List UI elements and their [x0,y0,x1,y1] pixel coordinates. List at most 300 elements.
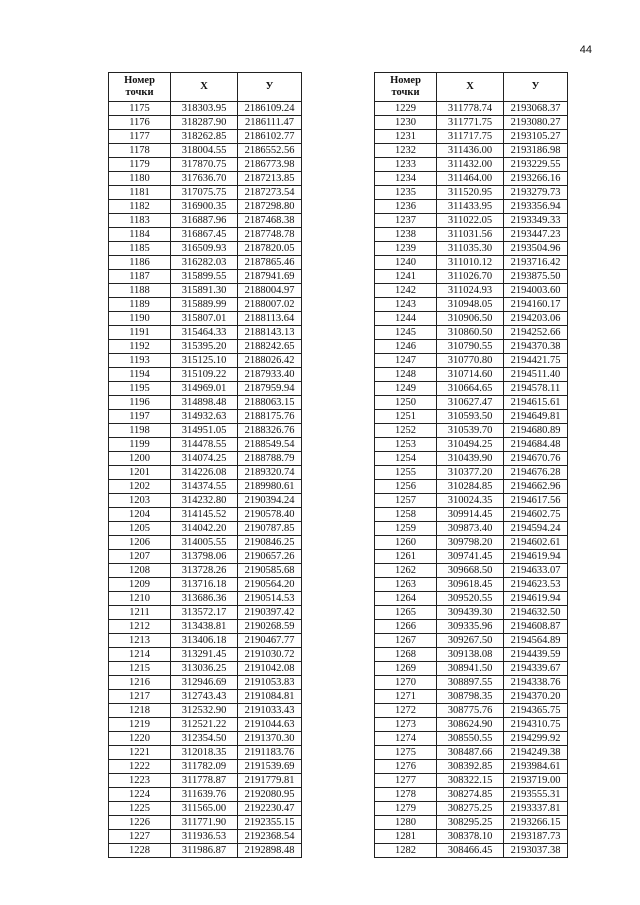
cell-x: 311024.93 [437,284,504,298]
cell-point-number: 1258 [375,508,437,522]
header-y: У [238,73,302,102]
cell-point-number: 1227 [109,830,171,844]
table-row [109,116,302,130]
cell-x: 311565.00 [171,802,238,816]
cell-point-number: 1216 [109,676,171,690]
table-row [375,704,568,718]
cell-y: 2190578.40 [238,508,302,522]
cell-y: 2187933.40 [238,368,302,382]
cell-x: 310439.90 [437,452,504,466]
table-row [109,256,302,270]
cell-x: 311436.00 [437,144,504,158]
cell-point-number: 1272 [375,704,437,718]
header-x: X [171,73,238,102]
table-row [375,242,568,256]
cell-point-number: 1279 [375,802,437,816]
cell-point-number: 1214 [109,648,171,662]
cell-x: 318004.55 [171,144,238,158]
cell-x: 318262.85 [171,130,238,144]
cell-point-number: 1269 [375,662,437,676]
cell-point-number: 1241 [375,270,437,284]
cell-x: 312532.90 [171,704,238,718]
table-row [375,480,568,494]
table-row [375,354,568,368]
cell-point-number: 1280 [375,816,437,830]
cell-point-number: 1188 [109,284,171,298]
cell-x: 314374.55 [171,480,238,494]
cell-y: 2194617.56 [504,494,568,508]
cell-y: 2188007.02 [238,298,302,312]
cell-x: 309798.20 [437,536,504,550]
cell-y: 2194594.24 [504,522,568,536]
cell-x: 311035.30 [437,242,504,256]
table-row [375,410,568,424]
cell-y: 2193349.33 [504,214,568,228]
cell-point-number: 1187 [109,270,171,284]
cell-y: 2193447.23 [504,228,568,242]
cell-y: 2190268.59 [238,620,302,634]
cell-x: 310906.50 [437,312,504,326]
table-row [109,536,302,550]
table-row [375,788,568,802]
table-row [109,326,302,340]
cell-x: 311936.53 [171,830,238,844]
cell-x: 310024.35 [437,494,504,508]
cell-point-number: 1209 [109,578,171,592]
cell-point-number: 1213 [109,634,171,648]
table-row [109,690,302,704]
cell-point-number: 1281 [375,830,437,844]
cell-x: 311520.95 [437,186,504,200]
cell-x: 314898.48 [171,396,238,410]
header-y: У [504,73,568,102]
table-row [375,718,568,732]
table-row [375,732,568,746]
cell-point-number: 1255 [375,466,437,480]
cell-x: 314969.01 [171,382,238,396]
table-row [109,466,302,480]
cell-point-number: 1225 [109,802,171,816]
cell-x: 313406.18 [171,634,238,648]
table-row [375,662,568,676]
cell-y: 2194615.61 [504,396,568,410]
cell-y: 2194003.60 [504,284,568,298]
cell-point-number: 1207 [109,550,171,564]
cell-x: 308941.50 [437,662,504,676]
cell-point-number: 1257 [375,494,437,508]
table-row [375,536,568,550]
table-row [109,130,302,144]
cell-x: 315395.20 [171,340,238,354]
cell-x: 311026.70 [437,270,504,284]
cell-point-number: 1228 [109,844,171,858]
cell-y: 2194619.94 [504,592,568,606]
table-row [109,186,302,200]
table-row [375,228,568,242]
cell-point-number: 1231 [375,130,437,144]
cell-x: 314232.80 [171,494,238,508]
table-row [375,130,568,144]
cell-point-number: 1211 [109,606,171,620]
cell-y: 2187959.94 [238,382,302,396]
cell-x: 311771.90 [171,816,238,830]
cell-point-number: 1176 [109,116,171,130]
table-row [109,354,302,368]
cell-x: 308322.15 [437,774,504,788]
table-row [109,158,302,172]
table-row [109,634,302,648]
cell-y: 2186552.56 [238,144,302,158]
table-row [375,340,568,354]
cell-x: 313438.81 [171,620,238,634]
cell-point-number: 1238 [375,228,437,242]
header-point-line2: точки [125,87,154,98]
table-row [375,606,568,620]
cell-x: 311771.75 [437,116,504,130]
cell-y: 2188788.79 [238,452,302,466]
cell-point-number: 1271 [375,690,437,704]
cell-point-number: 1204 [109,508,171,522]
cell-y: 2190846.25 [238,536,302,550]
cell-x: 310664.65 [437,382,504,396]
table-row [109,396,302,410]
cell-y: 2194310.75 [504,718,568,732]
cell-x: 311639.76 [171,788,238,802]
cell-y: 2194511.40 [504,368,568,382]
cell-point-number: 1253 [375,438,437,452]
table-row [109,452,302,466]
cell-y: 2193266.16 [504,172,568,186]
cell-y: 2191030.72 [238,648,302,662]
cell-y: 2193984.61 [504,760,568,774]
cell-point-number: 1232 [375,144,437,158]
cell-point-number: 1218 [109,704,171,718]
cell-point-number: 1179 [109,158,171,172]
cell-point-number: 1268 [375,648,437,662]
cell-x: 314074.25 [171,452,238,466]
table-row [375,368,568,382]
table-row [375,648,568,662]
cell-point-number: 1183 [109,214,171,228]
cell-y: 2192368.54 [238,830,302,844]
cell-point-number: 1199 [109,438,171,452]
cell-point-number: 1189 [109,298,171,312]
table-row [109,774,302,788]
cell-x: 311010.12 [437,256,504,270]
table-row [109,200,302,214]
cell-y: 2194365.75 [504,704,568,718]
header-x: X [437,73,504,102]
cell-x: 311432.00 [437,158,504,172]
cell-y: 2192080.95 [238,788,302,802]
table-row [109,564,302,578]
table-row [109,144,302,158]
table-row [375,634,568,648]
cell-x: 310539.70 [437,424,504,438]
table-row [109,718,302,732]
cell-y: 2194633.07 [504,564,568,578]
table-row [375,298,568,312]
cell-x: 308897.55 [437,676,504,690]
cell-x: 317075.75 [171,186,238,200]
cell-x: 313686.36 [171,592,238,606]
cell-y: 2188242.65 [238,340,302,354]
cell-y: 2194421.75 [504,354,568,368]
cell-y: 2194670.76 [504,452,568,466]
table-row [109,102,302,116]
cell-x: 313572.17 [171,606,238,620]
cell-point-number: 1277 [375,774,437,788]
cell-x: 315899.55 [171,270,238,284]
table-row [375,578,568,592]
table-row [375,816,568,830]
table-row [109,704,302,718]
cell-x: 313716.18 [171,578,238,592]
cell-point-number: 1196 [109,396,171,410]
cell-y: 2190657.26 [238,550,302,564]
cell-x: 309741.45 [437,550,504,564]
cell-point-number: 1192 [109,340,171,354]
cell-x: 314145.52 [171,508,238,522]
cell-x: 310790.55 [437,340,504,354]
cell-x: 310593.50 [437,410,504,424]
cell-y: 2188326.76 [238,424,302,438]
table-row [375,508,568,522]
table-row [109,508,302,522]
cell-y: 2186111.47 [238,116,302,130]
cell-point-number: 1215 [109,662,171,676]
cell-y: 2192230.47 [238,802,302,816]
cell-point-number: 1182 [109,200,171,214]
cell-point-number: 1276 [375,760,437,774]
cell-point-number: 1202 [109,480,171,494]
cell-point-number: 1261 [375,550,437,564]
cell-x: 315125.10 [171,354,238,368]
table-row [109,788,302,802]
cell-point-number: 1203 [109,494,171,508]
cell-point-number: 1223 [109,774,171,788]
cell-y: 2188175.76 [238,410,302,424]
cell-point-number: 1226 [109,816,171,830]
cell-point-number: 1221 [109,746,171,760]
table-row [375,116,568,130]
cell-x: 308274.85 [437,788,504,802]
cell-point-number: 1244 [375,312,437,326]
table-row [375,676,568,690]
cell-x: 308775.76 [437,704,504,718]
table-row [109,592,302,606]
cell-point-number: 1186 [109,256,171,270]
cell-x: 310284.85 [437,480,504,494]
cell-y: 2194439.59 [504,648,568,662]
table-row [109,340,302,354]
cell-x: 312521.22 [171,718,238,732]
table-row [109,214,302,228]
cell-y: 2188143.13 [238,326,302,340]
cell-point-number: 1240 [375,256,437,270]
table-row [375,144,568,158]
cell-x: 309335.96 [437,620,504,634]
cell-x: 318287.90 [171,116,238,130]
cell-y: 2194578.11 [504,382,568,396]
cell-x: 311986.87 [171,844,238,858]
table-row [375,158,568,172]
table-row [375,270,568,284]
cell-y: 2193337.81 [504,802,568,816]
cell-y: 2194370.38 [504,340,568,354]
cell-x: 315109.22 [171,368,238,382]
cell-x: 310377.20 [437,466,504,480]
cell-point-number: 1239 [375,242,437,256]
cell-x: 308487.66 [437,746,504,760]
cell-y: 2188004.97 [238,284,302,298]
cell-point-number: 1197 [109,410,171,424]
cell-x: 310627.47 [437,396,504,410]
cell-y: 2194649.81 [504,410,568,424]
cell-point-number: 1235 [375,186,437,200]
cell-point-number: 1262 [375,564,437,578]
cell-y: 2193279.73 [504,186,568,200]
cell-y: 2192355.15 [238,816,302,830]
cell-x: 313036.25 [171,662,238,676]
cell-y: 2193229.55 [504,158,568,172]
cell-y: 2194160.17 [504,298,568,312]
table-row [109,242,302,256]
cell-point-number: 1265 [375,606,437,620]
cell-y: 2193719.00 [504,774,568,788]
cell-x: 311717.75 [437,130,504,144]
cell-y: 2194662.96 [504,480,568,494]
table-row [375,550,568,564]
cell-y: 2191042.08 [238,662,302,676]
cell-point-number: 1278 [375,788,437,802]
cell-y: 2187213.85 [238,172,302,186]
table-row [109,494,302,508]
cell-y: 2194684.48 [504,438,568,452]
cell-x: 310860.50 [437,326,504,340]
table-row [375,592,568,606]
table-row [375,284,568,298]
cell-y: 2191370.30 [238,732,302,746]
cell-point-number: 1264 [375,592,437,606]
cell-y: 2193716.42 [504,256,568,270]
table-row [375,326,568,340]
table-row [109,662,302,676]
cell-x: 308392.85 [437,760,504,774]
table-row [375,200,568,214]
cell-y: 2187748.78 [238,228,302,242]
cell-y: 2194608.87 [504,620,568,634]
table-row [109,438,302,452]
cell-y: 2191084.81 [238,690,302,704]
cell-x: 312018.35 [171,746,238,760]
cell-x: 314951.05 [171,424,238,438]
cell-x: 310770.80 [437,354,504,368]
cell-x: 309618.45 [437,578,504,592]
cell-y: 2187941.69 [238,270,302,284]
table-row [375,396,568,410]
cell-y: 2194299.92 [504,732,568,746]
table-header-row [109,73,302,102]
cell-x: 310714.60 [437,368,504,382]
cell-x: 309267.50 [437,634,504,648]
cell-point-number: 1260 [375,536,437,550]
cell-point-number: 1251 [375,410,437,424]
table-row [109,368,302,382]
cell-x: 314042.20 [171,522,238,536]
cell-x: 314932.63 [171,410,238,424]
table-row [375,102,568,116]
cell-y: 2187865.46 [238,256,302,270]
table-row [109,172,302,186]
table-row [375,746,568,760]
table-row [375,494,568,508]
table-row [109,270,302,284]
cell-x: 311433.95 [437,200,504,214]
cell-point-number: 1263 [375,578,437,592]
cell-x: 308798.35 [437,690,504,704]
cell-point-number: 1195 [109,382,171,396]
cell-x: 316867.45 [171,228,238,242]
cell-y: 2194339.67 [504,662,568,676]
table-row [375,844,568,858]
cell-y: 2190585.68 [238,564,302,578]
cell-y: 2191044.63 [238,718,302,732]
cell-x: 316509.93 [171,242,238,256]
cell-y: 2189320.74 [238,466,302,480]
cell-x: 316282.03 [171,256,238,270]
cell-point-number: 1175 [109,102,171,116]
header-point-number [109,73,171,102]
cell-point-number: 1190 [109,312,171,326]
cell-point-number: 1282 [375,844,437,858]
cell-point-number: 1233 [375,158,437,172]
table-row [375,466,568,480]
cell-y: 2194564.89 [504,634,568,648]
cell-y: 2193186.98 [504,144,568,158]
cell-point-number: 1237 [375,214,437,228]
cell-y: 2193037.38 [504,844,568,858]
table-row [109,816,302,830]
cell-x: 308624.90 [437,718,504,732]
table-row [375,690,568,704]
cell-point-number: 1249 [375,382,437,396]
cell-y: 2194680.89 [504,424,568,438]
cell-point-number: 1201 [109,466,171,480]
cell-x: 309138.08 [437,648,504,662]
cell-y: 2194249.38 [504,746,568,760]
cell-point-number: 1217 [109,690,171,704]
cell-x: 311778.74 [437,102,504,116]
cell-point-number: 1177 [109,130,171,144]
cell-y: 2194203.06 [504,312,568,326]
cell-point-number: 1224 [109,788,171,802]
table-row [109,424,302,438]
table-row [109,732,302,746]
cell-x: 317636.70 [171,172,238,186]
table-row [109,746,302,760]
cell-x: 310948.05 [437,298,504,312]
table-row [109,228,302,242]
cell-y: 2191539.69 [238,760,302,774]
cell-point-number: 1205 [109,522,171,536]
table-row [375,802,568,816]
cell-point-number: 1246 [375,340,437,354]
cell-y: 2191779.81 [238,774,302,788]
cell-x: 313291.45 [171,648,238,662]
page-number: 44 [579,44,592,56]
cell-y: 2194623.53 [504,578,568,592]
